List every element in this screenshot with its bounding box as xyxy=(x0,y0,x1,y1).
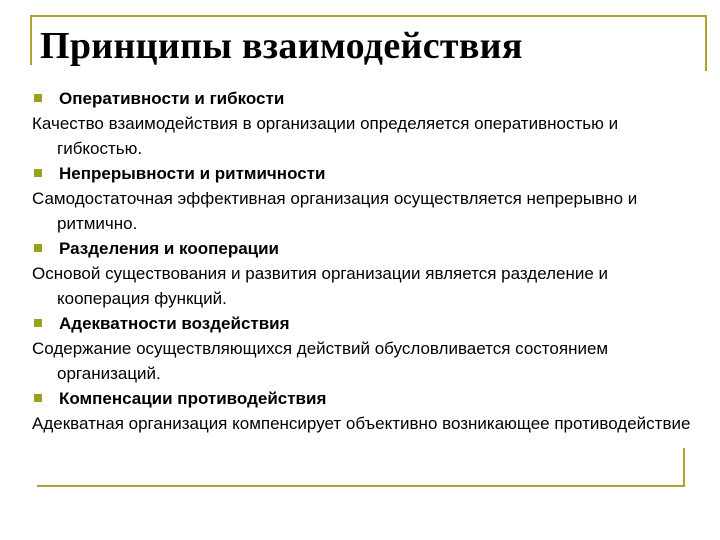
principle-description: Самодостаточная эффективная организация осуществляется непрерывно и ритмично. xyxy=(32,189,638,233)
principle-item-2 xyxy=(32,161,702,236)
frame-top-line xyxy=(30,15,707,17)
principle-item-5 xyxy=(32,386,702,436)
square-bullet-icon xyxy=(34,394,42,402)
principle-heading xyxy=(32,86,702,111)
principle-item-3 xyxy=(32,236,702,311)
square-bullet-icon xyxy=(34,319,42,327)
principles-list xyxy=(32,86,702,436)
frame-right-line xyxy=(705,15,707,71)
principle-heading-text: Компенсации противодействия xyxy=(59,389,327,408)
square-bullet-icon xyxy=(34,169,42,177)
principle-description: Основой существования и развития организации является разделение и кооперация функций. xyxy=(32,264,609,308)
frame-left-line xyxy=(30,15,32,65)
principle-item-4 xyxy=(32,311,702,386)
frame-bottom-right-line xyxy=(683,448,685,487)
principle-heading-text: Оперативности и гибкости xyxy=(59,89,285,108)
principle-heading-text: Непрерывности и ритмичности xyxy=(59,164,326,183)
frame-bottom-line xyxy=(37,485,685,487)
principle-item-1 xyxy=(32,86,702,161)
principle-heading xyxy=(32,161,702,186)
principle-heading xyxy=(32,386,702,411)
principle-description: Адекватная организация компенсирует объективно возникающее противодействие xyxy=(32,414,691,433)
principle-description: Содержание осуществляющихся действий обусловливается состоянием организаций. xyxy=(32,339,609,383)
principle-heading xyxy=(32,236,702,261)
principle-description: Качество взаимодействия в организации определяется оперативностью и гибкостью. xyxy=(32,114,619,158)
slide-title: Принципы взаимодействия xyxy=(40,25,523,67)
principle-heading-text: Разделения и кооперации xyxy=(59,239,280,258)
square-bullet-icon xyxy=(34,244,42,252)
principle-heading-text: Адекватности воздействия xyxy=(59,314,290,333)
principle-heading xyxy=(32,311,702,336)
square-bullet-icon xyxy=(34,94,42,102)
